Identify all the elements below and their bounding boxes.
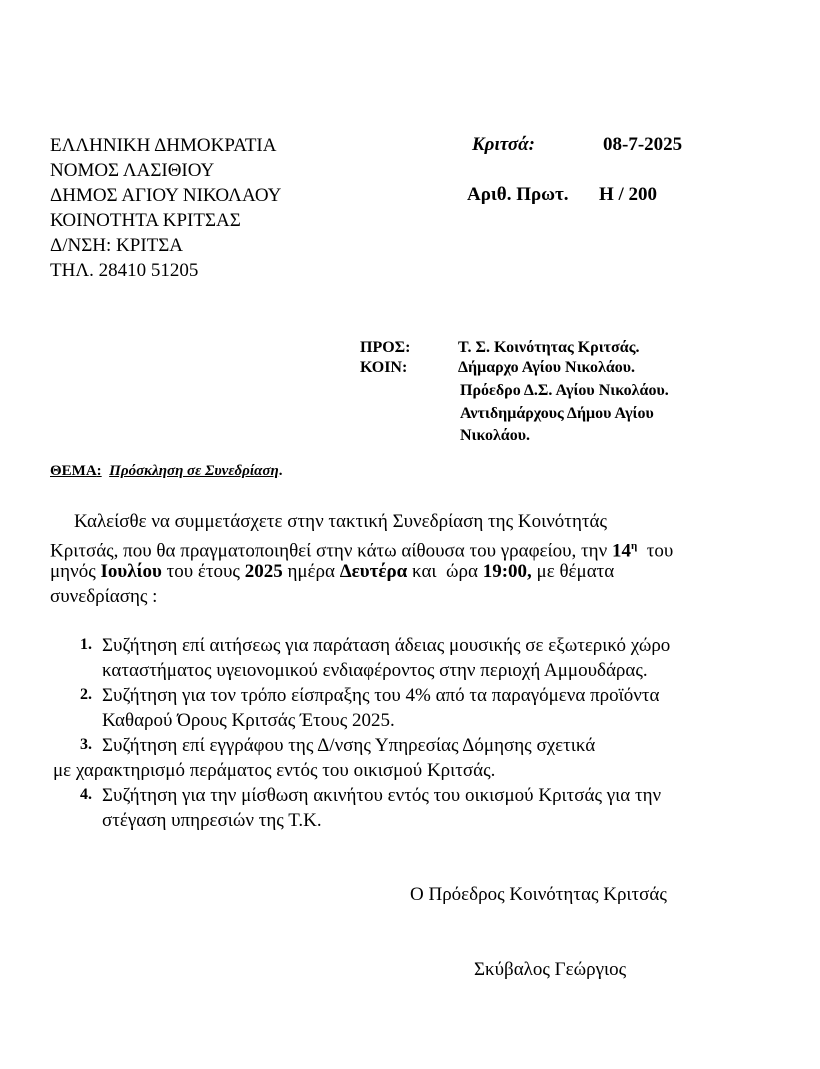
signatory-name: Σκύβαλος Γεώργιος xyxy=(474,959,627,980)
cc-line: Νικολάου. xyxy=(460,427,531,444)
cc-label: ΚΟΙΝ: xyxy=(360,359,408,376)
sender-line-municipality: ΔΗΜΟΣ ΑΓΙΟΥ ΝΙΚΟΛΑΟΥ xyxy=(50,185,282,206)
body-line xyxy=(50,559,614,584)
meeting-month: Ιουλίου xyxy=(100,561,162,582)
agenda-item: Συζήτηση επί αιτήσεως για παράταση άδειας μουσικής σε εξωτερικό χώρο xyxy=(102,635,671,656)
to-value: Τ. Σ. Κοινότητας Κριτσάς. xyxy=(458,339,640,356)
body-text: του xyxy=(646,540,674,562)
subject-text: Πρόσκληση σε Συνεδρίαση xyxy=(109,463,279,479)
body-text: με θέματα xyxy=(536,561,615,582)
body-line: Καλείσθε να συμμετάσχετε στην τακτική Συνεδρίαση της Κοινότητάς xyxy=(74,511,607,532)
to-label: ΠΡΟΣ: xyxy=(360,339,411,356)
place-label: Κριτσά: xyxy=(472,134,535,155)
agenda-item: καταστήματος υγειονομικού ενδιαφέροντος στην περιοχή Αμμουδάρας. xyxy=(102,660,648,681)
sender-line-prefecture: ΝΟΜΟΣ ΛΑΣΙΘΙΟΥ xyxy=(50,160,215,181)
subject-label: ΘΕΜΑ xyxy=(50,463,97,479)
subject-colon: : xyxy=(96,463,102,479)
agenda-item: Συζήτηση επί εγγράφου της Δ/νσης Υπηρεσίας Δόμησης σχετικά xyxy=(102,735,596,756)
protocol-number: Η / 200 xyxy=(599,184,658,205)
agenda-item: στέγαση υπηρεσιών της Τ.Κ. xyxy=(102,810,322,831)
agenda-number: 2. xyxy=(80,686,92,703)
sender-line-country: ΕΛΛΗΝΙΚΗ ΔΗΜΟΚΡΑΤΙΑ xyxy=(50,135,277,156)
agenda-number: 3. xyxy=(80,736,92,753)
body-line: συνεδρίασης : xyxy=(50,586,158,607)
meeting-year: 2025 xyxy=(244,561,283,582)
body-text: του έτους xyxy=(166,561,240,582)
body-text: μηνός xyxy=(50,561,96,582)
cc-line: Αντιδημάρχους Δήμου Αγίου xyxy=(460,405,654,422)
meeting-day: 14 xyxy=(611,540,631,562)
body-text: και ώρα xyxy=(412,561,478,582)
agenda-number: 1. xyxy=(80,636,92,653)
body-text: ημέρα xyxy=(287,561,335,582)
protocol-label: Αριθ. Πρωτ. xyxy=(467,184,569,205)
agenda-item: Συζήτηση για την μίσθωση ακινήτου εντός του οικισμού Κριτσάς για την xyxy=(102,785,662,806)
meeting-weekday: Δευτέρα xyxy=(339,561,408,582)
agenda-item: με χαρακτηρισμό περάματος εντός του οικισμού Κριτσάς. xyxy=(53,760,496,781)
meeting-day-suffix: η xyxy=(630,540,638,552)
cc-line: Πρόεδρο Δ.Σ. Αγίου Νικολάου. xyxy=(460,382,669,399)
body-text: Κριτσάς, που θα πραγματοποιηθεί στην κάτω αίθουσα του γραφείου, την xyxy=(50,540,608,562)
agenda-number: 4. xyxy=(80,786,92,803)
subject-line xyxy=(50,463,282,480)
meeting-time: 19:00, xyxy=(482,561,532,582)
agenda-item: Συζήτηση για τον τρόπο είσπραξης του 4% από τα παραγόμενα προϊόντα xyxy=(102,685,660,706)
sender-line-address: Δ/ΝΣΗ: ΚΡΙΤΣΑ xyxy=(50,235,184,256)
sender-line-phone: ΤΗΛ. 28410 51205 xyxy=(50,260,199,281)
agenda-item: Καθαρού Όρους Κριτσάς Έτους 2025. xyxy=(102,710,395,731)
subject-period: . xyxy=(278,463,283,479)
cc-line: Δήμαρχο Αγίου Νικολάου. xyxy=(458,359,636,376)
signatory-title: Ο Πρόεδρος Κοινότητας Κριτσάς xyxy=(410,884,667,905)
document-date: 08-7-2025 xyxy=(603,134,683,155)
sender-line-community: ΚΟΙΝΟΤΗΤΑ ΚΡΙΤΣΑΣ xyxy=(50,210,241,231)
